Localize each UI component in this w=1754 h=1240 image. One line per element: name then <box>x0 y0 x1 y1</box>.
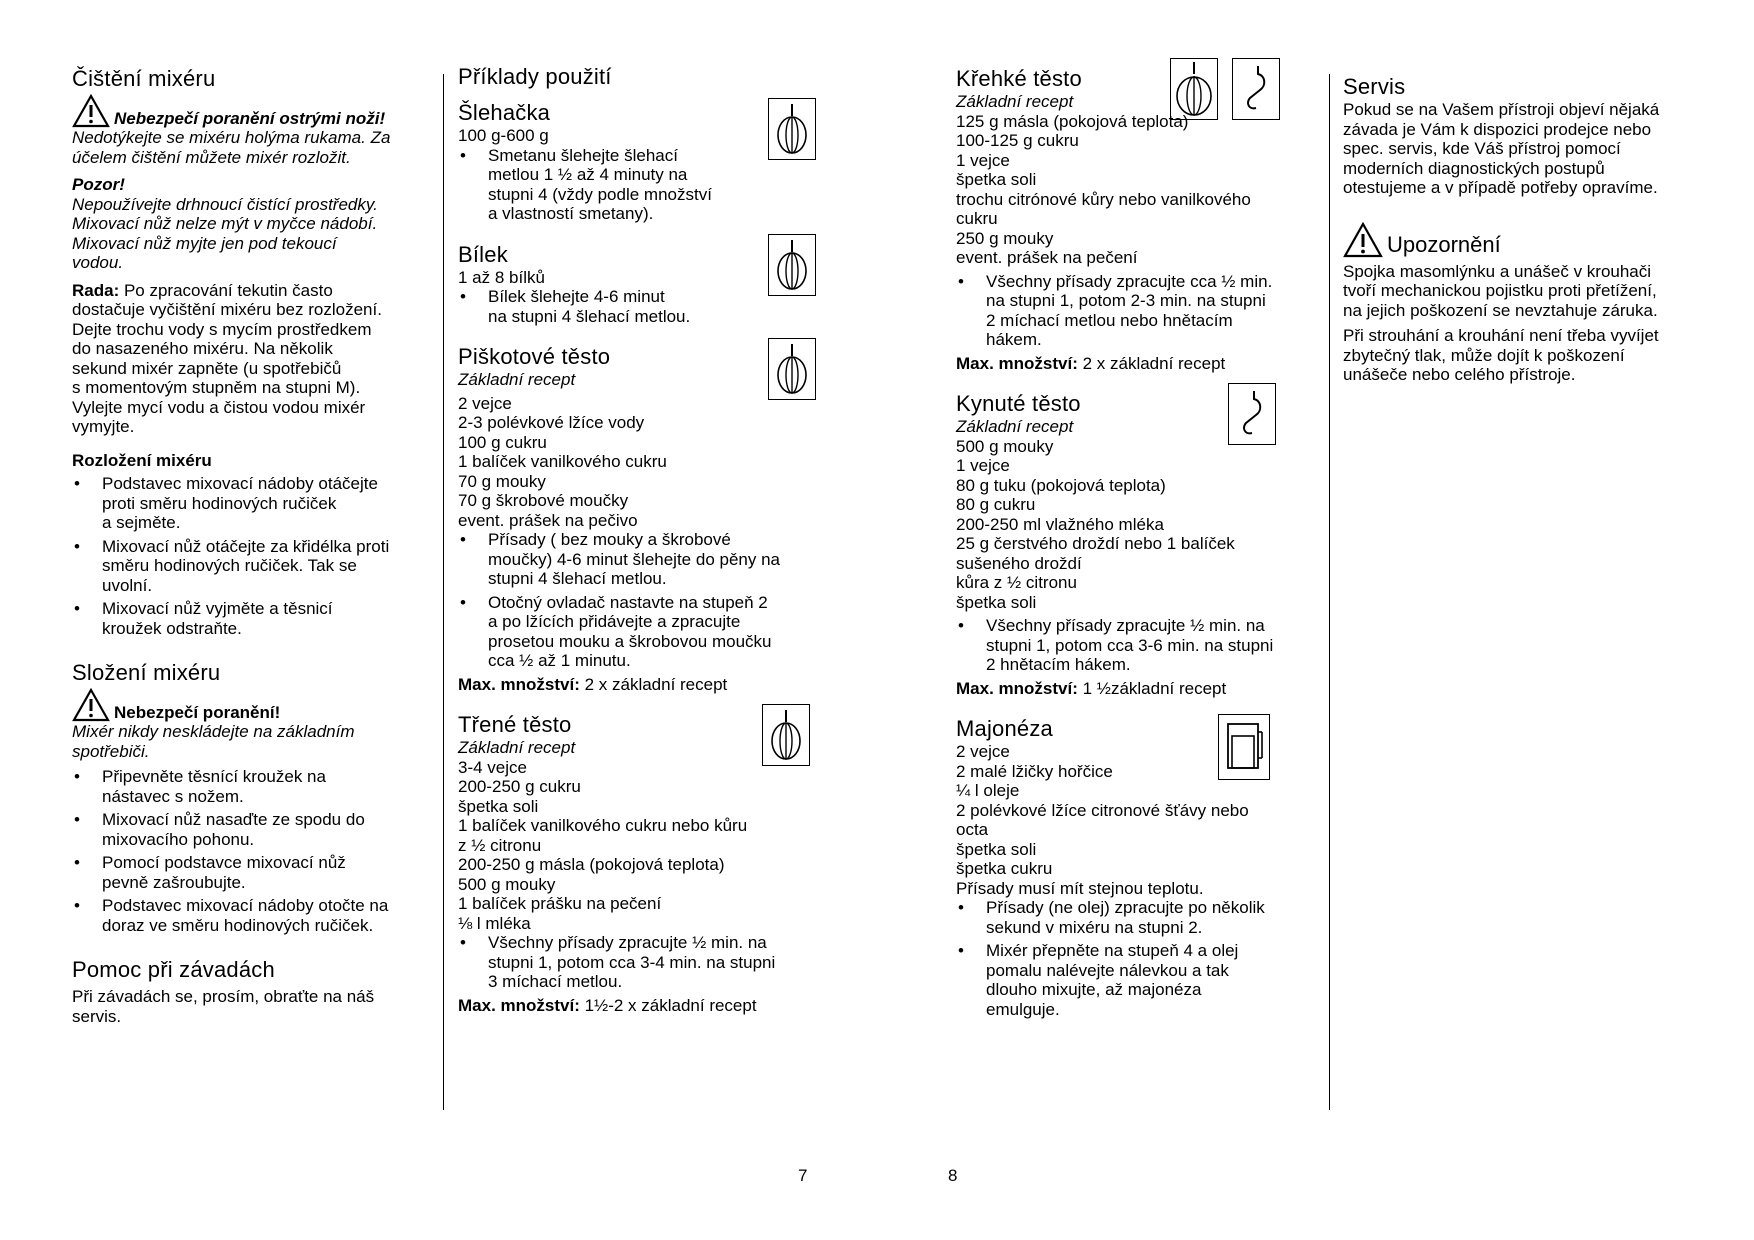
dough-hook-icon <box>1228 383 1276 445</box>
column-2 <box>458 60 818 1015</box>
cleaning-warning <box>72 94 424 128</box>
list-item: • Mixovací nůž otáčejte za křidélka proti směru hodinových ručiček. Tak se uvolní. <box>74 536 390 595</box>
disassembly-list <box>72 474 424 638</box>
help-text: Při závadách se, prosím, obraťte na náš servis. <box>72 987 375 1026</box>
mayo-ingredients: 2 vejce 2 malé lžičky hořčice ¼ l oleje 2 polévkové lžíce citronové šťávy nebo octa špetka soli špetka cukru Přísady musí mít stejnou teplotu. <box>956 742 1249 898</box>
tip-label: Rada: <box>72 280 120 300</box>
shortcrust-title: Křehké těsto <box>956 66 1082 91</box>
sponge-title: Piškotové těsto <box>458 344 611 369</box>
column-1 <box>72 60 424 1026</box>
disassembly-title: Rozložení mixéru <box>72 450 212 470</box>
creamed-max: Max. množství: 1½-2 x základní recept <box>458 995 757 1015</box>
examples-title: Příklady použití <box>458 64 612 89</box>
column-divider-left <box>443 74 444 1110</box>
notice-title: Upozornění <box>1387 231 1501 257</box>
cleaning-warning-text: Nebezpečí poranění ostrými noži! <box>114 108 386 128</box>
whisk-icon <box>1170 58 1218 120</box>
service-title: Servis <box>1343 74 1406 99</box>
yeast-max: Max. množství: 1 ½základní recept <box>956 678 1227 698</box>
list-item: • Připevněte těsnící kroužek na nástavec s nožem. <box>74 767 326 806</box>
assembly-list <box>72 767 424 935</box>
list-item: • Mixovací nůž vyjměte a těsnicí kroužek odstraňte. <box>74 599 333 638</box>
list-item: • Pomocí podstavce mixovací nůž pevně zašroubujte. <box>74 853 346 892</box>
list-item: • Bílek šlehejte 4-6 minut na stupni 4 šlehací metlou. <box>460 287 691 326</box>
warning-icon <box>72 94 110 128</box>
egg-white-amount: 1 až 8 bílků <box>458 267 545 287</box>
shortcrust-basic: Základní recept <box>956 92 1074 111</box>
yeast-list <box>956 616 1308 675</box>
mayo-list <box>956 898 1308 1019</box>
yeast-ingredients: 500 g mouky 1 vejce 80 g tuku (pokojová teplota) 80 g cukru 200-250 ml vlažného mléka 25 g čerstvého droždí nebo 1 balíček sušeného droždí kůra z ½ citronu špetka soli <box>956 436 1235 612</box>
creamed-section <box>458 712 818 1015</box>
egg-white-title: Bílek <box>458 241 508 267</box>
page-number-left: 7 <box>798 1166 808 1185</box>
yeast-basic: Základní recept <box>956 417 1074 436</box>
list-item: • Všechny přísady zpracujte ½ min. na stupni 1, potom cca 3-4 min. na stupni 3 míchací metlou. <box>460 933 776 991</box>
column-3 <box>956 60 1308 1023</box>
list-item: • Mixovací nůž nasaďte ze spodu do mixovacího pohonu. <box>74 810 365 849</box>
caution-title: Pozor! <box>72 175 125 194</box>
notice-text-1: Spojka masomlýnku a unášeč v krouhači tvoří mechanickou pojistku proti přetížení, na jejich poškození se nevztahuje záruka. <box>1343 261 1658 320</box>
egg-white-list <box>458 287 818 326</box>
warning-icon <box>1343 222 1383 258</box>
mayo-section <box>956 716 1308 1019</box>
list-item: • Podstavec mixovací nádoby otočte na doraz ve směru hodinových ručiček. <box>74 896 389 935</box>
shortcrust-section <box>956 66 1308 373</box>
assembly-warning-body: Mixér nikdy neskládejte na základním spotřebiči. <box>72 722 355 761</box>
list-item: • Smetanu šlehejte šlehací metlou 1 ½ až 4 minuty na stupni 4 (vždy podle množství a vlastností smetany). <box>460 145 712 223</box>
cleaning-warning-body: Nedotýkejte se mixéru holýma rukama. Za účelem čištění můžete mixér rozložit. <box>72 128 391 167</box>
assembly-title: Složení mixéru <box>72 660 221 685</box>
sponge-max: Max. množství: 2 x základní recept <box>458 674 728 694</box>
whisk-icon <box>762 704 810 766</box>
cleaning-title: Čištění mixéru <box>72 66 216 91</box>
column-4 <box>1343 60 1693 385</box>
assembly-warning <box>72 688 424 722</box>
notice-text-2: Při strouhání a krouhání není třeba vyvíjet zbytečný tlak, může dojít k poškození unášeče nebo celého přístroje. <box>1343 326 1659 384</box>
whipped-section <box>458 100 818 224</box>
caution-text: Nepoužívejte drhnoucí čistící prostředky. Mixovací nůž nelze mýt v myčce nádobí. Mixovací nůž myjte jen pod tekoucí vodou. <box>72 194 378 272</box>
creamed-basic: Základní recept <box>458 738 576 757</box>
notice-heading <box>1343 222 1693 258</box>
list-item: • Přísady ( bez mouky a škrobové moučky) 4-6 minut šlehejte do pěny na stupni 4 šlehací metlou. <box>460 530 780 588</box>
whipped-title: Šlehačka <box>458 100 551 125</box>
service-text: Pokud se na Vašem přístroji objeví nějaká závada je Vám k dispozici prodejce nebo spec. servis, kde Váš přístroj pomocí moderních diagnostických postupů otestujeme a v případě potřeby opravíme. <box>1343 100 1660 197</box>
assembly-warning-text: Nebezpečí poranění! <box>114 702 281 722</box>
tip-paragraph: Rada: Po zpracování tekutin často dostačuje vyčištění mixéru bez rozložení. Dejte trochu vody s mycím prostředkem do nasazeného mixéru. Na několik sekund mixér zapněte (u spotřebičů s momentovým stupněm na stupni M). Vylejte mycí vodu a čistou vodou mixér vymyjte. <box>72 280 382 436</box>
sponge-section <box>458 344 818 694</box>
creamed-ingredients: 3-4 vejce 200-250 g cukru špetka soli 1 balíček vanilkového cukru nebo kůru z ½ citronu 200-250 g másla (pokojová teplota) 500 g mouky 1 balíček prášku na pečení ⅛ l mléka <box>458 757 748 933</box>
yeast-section <box>956 391 1308 698</box>
shortcrust-list <box>956 272 1308 350</box>
whisk-icon <box>768 338 816 400</box>
blender-icon <box>1218 714 1270 780</box>
creamed-title: Třené těsto <box>458 712 572 737</box>
list-item: • Otočný ovladač nastavte na stupeň 2 a po lžících přidávejte a zpracujte prosetou mouku a škrobovou moučku cca ½ až 1 minutu. <box>460 592 772 670</box>
list-item: • Přísady (ne olej) zpracujte po několik sekund v mixéru na stupni 2. <box>958 898 1265 937</box>
whipped-amount: 100 g-600 g <box>458 126 549 145</box>
list-item: • Mixér přepněte na stupeň 4 a olej pomalu nalévejte nálevkou a tak dlouho mixujte, až majonéza emulguje. <box>958 941 1239 1019</box>
mayo-title: Majonéza <box>956 716 1053 741</box>
column-divider-right <box>1329 74 1330 1110</box>
dough-hook-icon <box>1232 58 1280 120</box>
help-title: Pomoc při závadách <box>72 957 275 982</box>
creamed-list <box>458 933 818 992</box>
whipped-list <box>458 146 818 224</box>
sponge-ingredients: 2 vejce 2-3 polévkové lžíce vody 100 g cukru 1 balíček vanilkového cukru 70 g mouky 70 g škrobové moučky event. prášek na pečivo <box>458 393 667 530</box>
egg-white-section <box>458 242 818 327</box>
sponge-list <box>458 530 818 671</box>
shortcrust-max: Max. množství: 2 x základní recept <box>956 353 1226 373</box>
shortcrust-ingredients: 125 g másla (pokojová teplota) 100-125 g cukru 1 vejce špetka soli trochu citrónové kůry nebo vanilkového cukru 250 g mouky event. prášek na pečení <box>956 111 1251 267</box>
yeast-title: Kynuté těsto <box>956 391 1081 416</box>
list-item: • Všechny přísady zpracujte ½ min. na stupni 1, potom cca 3-6 min. na stupni 2 hnětacím hákem. <box>958 616 1274 674</box>
list-item: • Všechny přísady zpracujte cca ½ min. na stupni 1, potom 2-3 min. na stupni 2 míchací metlou nebo hnětacím hákem. <box>958 271 1273 349</box>
sponge-basic: Základní recept <box>458 370 576 389</box>
warning-icon <box>72 688 110 722</box>
list-item: • Podstavec mixovací nádoby otáčejte proti směru hodinových ručiček a sejměte. <box>74 474 378 532</box>
page-number-right: 8 <box>948 1166 958 1185</box>
